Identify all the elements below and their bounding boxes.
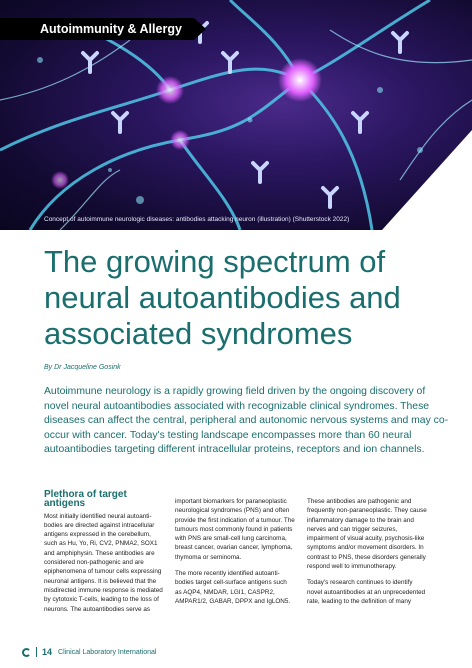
body-paragraph: These antibodies are pathogenic and frequently non-paraneoplastic. They cause inflammatory damage to the brain and nerves and can trigger seizures, impairment of visual acuity, psychosis-like symptoms and/or movement disorders. In contrast to PNS, these disorders generally respond well to immunotherapy. — [307, 498, 427, 571]
hero-corner-cut — [382, 130, 472, 230]
body-paragraph: Today's research continues to identify novel autoantibodies at an unprecedented rate, leading to the definition of many — [307, 579, 426, 605]
page-number: 14 — [42, 647, 53, 657]
page-footer — [22, 646, 156, 658]
hero-image — [0, 0, 472, 230]
subheading: Plethora of target antigens — [44, 489, 127, 510]
body-paragraph: important biomarkers for paraneoplastic neurological syndromes (PNS) and often provide the first indication of a tumour. The tumours most commonly found in patients with PNS are small-cell lung carcinoma, breast cancer, ovarian cancer, lymphoma, thymoma or seminoma. — [175, 498, 295, 561]
footer-divider — [36, 647, 37, 657]
hero-caption: Concept of autoimmune neurologic diseases: antibodies attacking neuron (illustration) (Shutterstock 2022) — [44, 216, 350, 223]
publication-logo-icon — [22, 648, 31, 657]
column-3 — [307, 497, 427, 613]
column-2 — [175, 497, 295, 613]
article-title: The growing spectrum of neural autoantibodies and associated syndromes — [44, 244, 401, 351]
body-paragraph: The more recently identified autoanti-bodies target cell-surface antigens such as AQP4, NMDAR, LGI1, CASPR2, AMPAR1/2, GABAR, DPPX and IgLON5. — [175, 570, 291, 605]
section-tag: Autoimmunity & Allergy — [0, 18, 194, 40]
column-1 — [44, 490, 164, 621]
lead-paragraph: Autoimmune neurology is a rapidly growing field driven by the ongoing discovery of novel neural autoantibodies associated with recognizable clinical syndromes. These diseases can affect the central, peripheral and autonomic nervous systems and may co-occur with cancer. Today's testing landscape encompasses more than 60 neural autoantibodies targeting different intracellular proteins, receptors and ion channels. — [44, 386, 449, 455]
publication-name: Clinical Laboratory International — [58, 648, 157, 656]
body-paragraph: Most initially identified neural autoanti-bodies are directed against intracellular antigens expressed in the cerebellum, such as Hu, Yo, Ri, CV2, PNMA2, SOX1 and amphiphysin. These antibodies are considered non-pathogenic and are epiphenomena of tumour cells expressing neuronal antigens. It is believed that the misdirected immune response is mediated by cytotoxic T-cells, leading to the loss of neurons. The autoantibodies serve as — [44, 512, 163, 613]
byline: By Dr Jacqueline Gosink — [44, 364, 121, 371]
